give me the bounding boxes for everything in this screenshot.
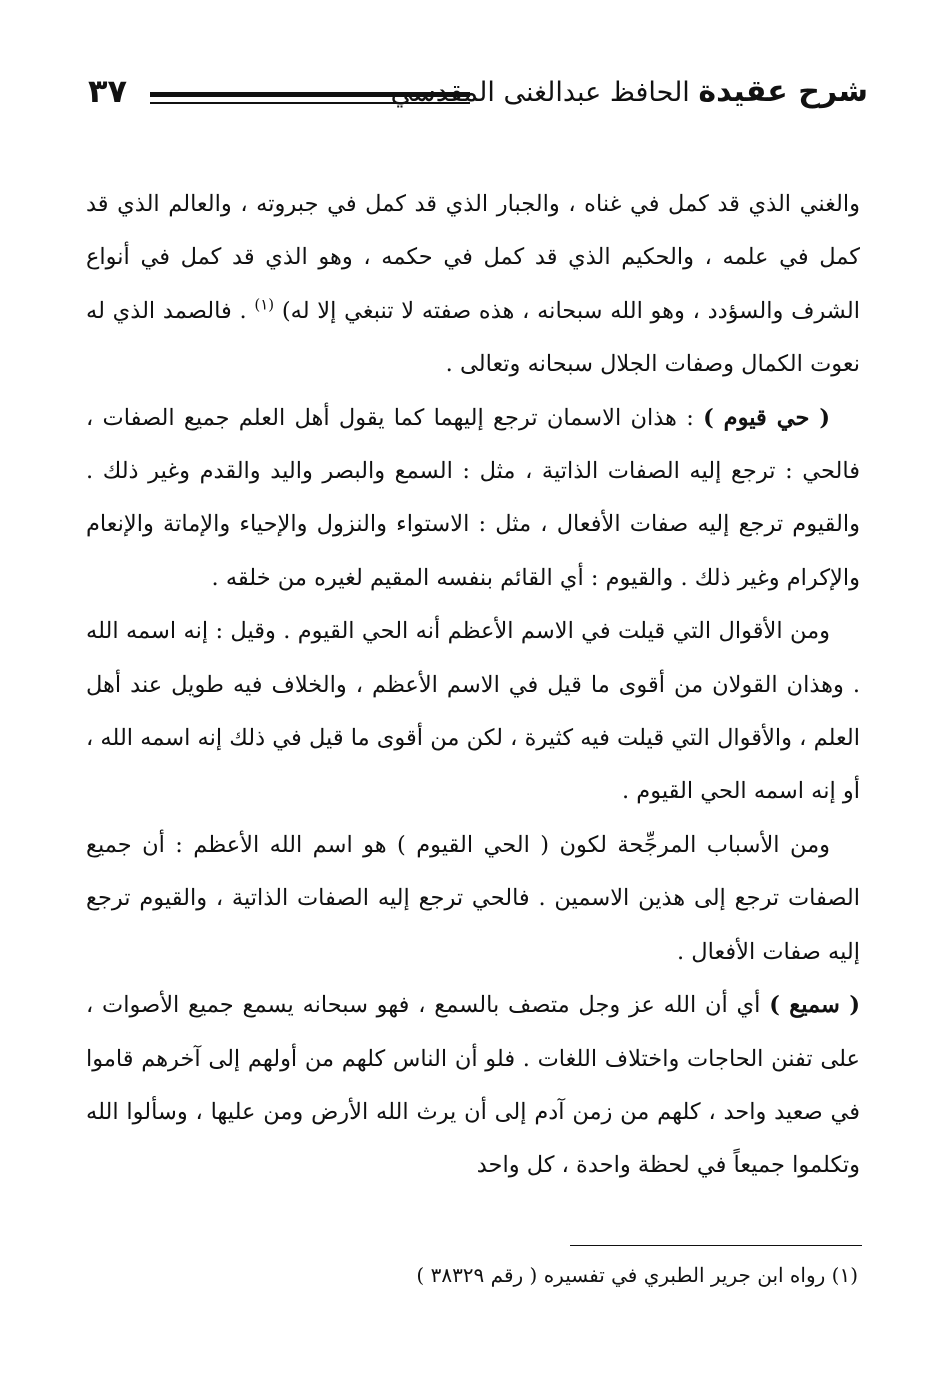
page-number: ٣٧ <box>88 72 128 110</box>
paragraph-1 <box>86 178 860 392</box>
footnote-rule <box>570 1245 862 1246</box>
running-title-rest: الحافظ عبدالغنى المقدسي <box>390 77 699 108</box>
term-samee: ( سميع ) <box>769 992 860 1019</box>
paragraph-2 <box>86 392 860 606</box>
footnote: (١) رواه ابن جرير الطبري في تفسيره ( رقم ٣٨٣٢٩ ) <box>416 1263 858 1287</box>
running-title-bold: شرح عقيدة <box>698 74 868 109</box>
paragraph-1-text: والغني الذي قد كمل في غناه ، والجبار الذي قد كمل في جبروته ، والعالم الذي قد كمل في علمه ، والحكيم الذي قد كمل في حكمه ، وهو الذي قد كمل في أنواع الشرف والسؤدد ، وهو الله سبحانه ، هذه صفته لا تنبغي إلا له) <box>86 191 860 324</box>
paragraph-1-tail: . فالصمد الذي له نعوت الكمال وصفات الجلال سبحانه وتعالى . <box>86 297 860 378</box>
header-rule <box>150 92 470 104</box>
term-hayy-qayyum: ( حي قيوم ) <box>703 404 830 431</box>
paragraph-5-text: أي أن الله عز وجل متصف بالسمع ، فهو سبحانه يسمع جميع الأصوات ، على تفنن الحاجات واختلاف اللغات . فلو أن الناس كلهم من أولهم إلى آخرهم قاموا في صعيد واحد ، كلهم من زمن آدم إلى أن يرث الله الأرض ومن عليها ، وسألوا الله وتكلموا جميعاً في لحظة واحدة ، كل واحد <box>86 992 860 1179</box>
paragraph-5 <box>86 979 860 1193</box>
footnote-reference: (١) <box>254 295 275 314</box>
page-body <box>86 178 860 1193</box>
page-header <box>88 72 868 128</box>
paragraph-3: ومن الأقوال التي قيلت في الاسم الأعظم أنه الحي القيوم . وقيل : إنه اسمه الله . وهذان القولان من أقوى ما قيل في الاسم الأعظم ، والخلاف فيه طويل عند أهل العلم ، والأقوال التي قيلت فيه كثيرة ، لكن من أقوى ما قيل في ذلك إنه اسمه الله ، أو إنه اسمه الحي القيوم . <box>86 618 860 805</box>
paragraph-2-text: : هذان الاسمان ترجع إليهما كما يقول أهل العلم جميع الصفات ، فالحي : ترجع إليه الصفات الذاتية ، مثل : السمع والبصر واليد والقدم وغير ذلك . والقيوم ترجع إليه صفات الأفعال ، مثل : الاستواء والنزول والإحياء والإماتة والإنعام والإكرام وغير ذلك . والقيوم : أي القائم بنفسه المقيم لغيره من خلقه . <box>86 404 860 591</box>
paragraph-4: ومن الأسباب المرجِّحة لكون ( الحي القيوم ) هو اسم الله الأعظم : أن جميع الصفات ترجع إلى هذين الاسمين . فالحي ترجع إليه الصفات الذاتية ، والقيوم ترجع إليه صفات الأفعال . <box>86 831 860 965</box>
